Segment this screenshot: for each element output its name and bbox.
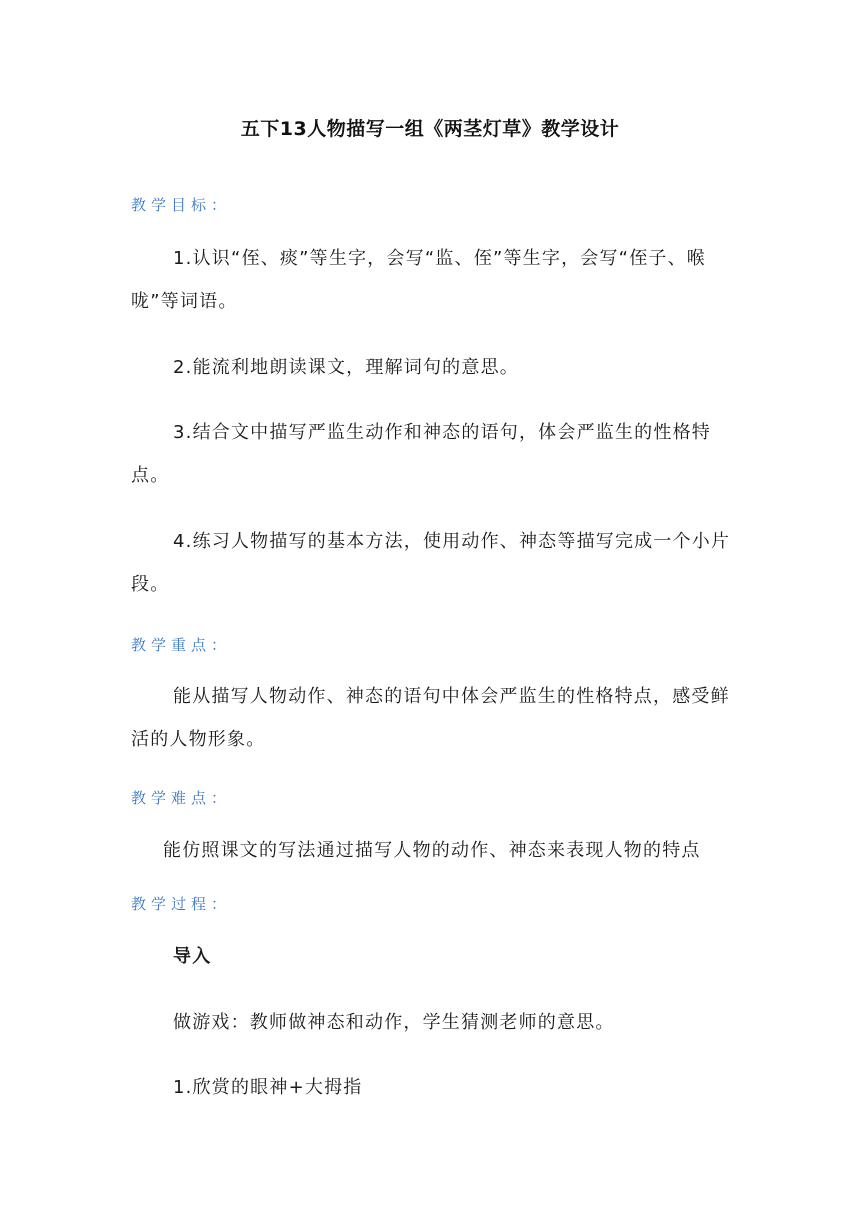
process-step-1: 1.欣赏的眼神+大拇指 xyxy=(173,1077,363,1098)
key-points-text: 能从描写人物动作、神态的语句中体会严监生的性格特点，感受鲜活的人物形象。 xyxy=(131,686,730,750)
process-heading: 教学过程： xyxy=(131,895,232,913)
objective-item-4: 4.练习人物描写的基本方法，使用动作、神态等描写完成一个小片段。 xyxy=(131,531,731,595)
key-points-heading: 教学重点： xyxy=(131,636,232,654)
objective-item-3: 3.结合文中描写严监生动作和神态的语句，体会严监生的性格特点。 xyxy=(131,422,711,486)
process-intro: 做游戏：教师做神态和动作，学生猜测老师的意思。 xyxy=(173,1012,615,1033)
process-subheading: 导入 xyxy=(173,946,212,967)
difficulties-text: 能仿照课文的写法通过描写人物的动作、神态来表现人物的特点 xyxy=(163,840,701,861)
objectives-heading: 教学目标： xyxy=(131,196,232,214)
objective-item-1: 1.认识“侄、痰”等生字，会写“监、侄”等生字，会写“侄子、喉咙”等词语。 xyxy=(131,248,706,312)
difficulties-heading: 教学难点： xyxy=(131,789,232,807)
objective-item-2: 2.能流利地朗读课文，理解词句的意思。 xyxy=(173,357,519,378)
document-title: 五下13人物描写一组《两茎灯草》教学设计 xyxy=(240,118,620,140)
